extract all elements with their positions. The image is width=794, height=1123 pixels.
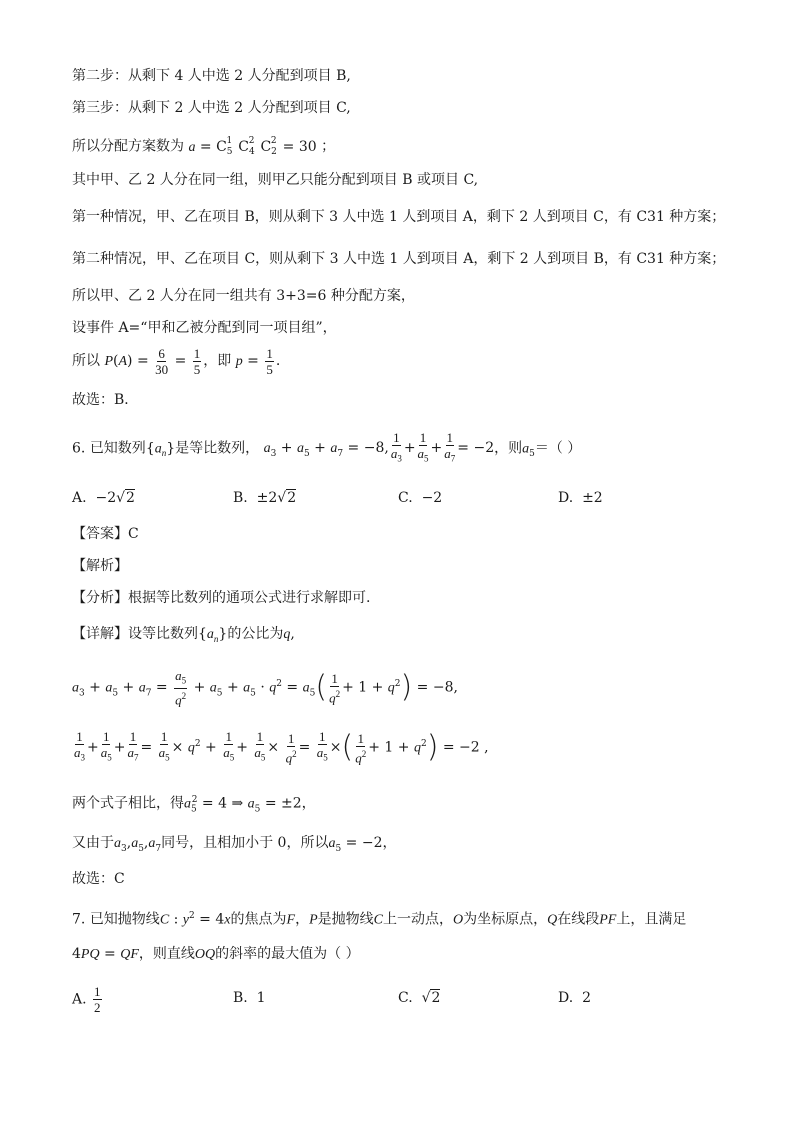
q7-stem-line1: 7. 已知抛物线C : $y^2 = 4x$的焦点为F，P是抛物线C上一动点，O为坐标原点，Q在线段PF上，且满足 [72,911,687,928]
step-three: 第三步：从剩下 2 人中选 2 人分配到项目 C, [72,100,351,116]
answer-b: 故选：B． [72,392,139,408]
case-one: 第一种情况，甲、乙在项目 B，则从剩下 3 人中选 1 人到项目 A，剩下 2 人到项目 C，有 C31 种方案； [72,209,726,225]
q7-stem-b: 的焦点为 [230,911,287,928]
probability-line: 所以 P(A) = $\frac{6}{30}$ = $\frac{1}{5}$ ，即 p = $\frac{1}{5}$ . [72,345,281,377]
q7-option-b: B. 1 [233,990,266,1006]
q6-stem-d: ＝（ ） [534,440,582,457]
answer-tag: 【答案】 [72,526,128,542]
q6-option-c: C. −2 [398,490,443,506]
q6-sign: 又由于$a_3,a_5,a_7$同号，且相加小于 0，所以$a_5 = -2$， [72,835,397,854]
q6-compare: 两个式子相比，得$a_5^2 = 4$ ⇒ $a_5 = \pm 2$， [72,795,316,815]
q7-option-b-value: 1 [256,990,266,1006]
xiangjie-tag: 【详解】 [72,626,128,642]
q6-option-a: A. −2√2 [72,490,135,506]
q7-option-d-value: 2 [582,990,591,1006]
compare-a: 两个式子相比，得 [72,795,184,812]
sign-b: 同号，且相加小于 0，所以 [161,835,329,851]
q6-answer [72,524,139,544]
event-def: 设事件 A=“甲和乙被分配到同一项目组”， [72,320,337,336]
q6-eq2: $\frac{1}{a_3}$ + $\frac{1}{a_5}$ + $\frac{1}{a_7}$ = $\frac{1}{a_5}$ × $q^2$ + $\frac{1}{a_5}$ + $\frac{1}{a_5}$ × $\frac{1}{q^2}$ = $\frac{1}{a_5}$ ×( $\frac{1}{q^2}$ + $1 + q^2) = -2$ , [74,729,489,765]
q7-stem-e: 上一动点， [382,911,453,928]
q7-stem-line2: 4PQ = QF，则直线OQ的斜率的最大值为（ ） [72,946,360,962]
q6-stem: 6. 已知数列$\{a_n\}$是等比数列， $a_3 + a_5 + a_7 = -8$, $\frac{1}{a_3}$ + $\frac{1}{a_5}$ + $\frac{1}{a_7}$ = −2，则$a_5=$（ ） [72,430,582,464]
q7-option-c: C. √2 [398,990,441,1006]
q6-option-b: B. ±2√2 [233,490,297,506]
total-count-line [72,133,335,162]
q6-number: 6. [72,440,86,457]
q7-stem2-a: ，则直线 [138,946,195,962]
q7-stem-g: 在线段 [557,911,600,928]
q7-stem-d: 是抛物线 [317,911,374,928]
q7-stem-c: ， [295,911,310,928]
q7-stem-h: 上，且满足 [616,911,687,928]
step-two: 第二步：从剩下 4 人中选 2 人分配到项目 B, [72,68,351,84]
q7-stem-a: 已知抛物线 [89,911,160,928]
q6-option-c-value: −2 [421,490,443,506]
q7-option-d: D. 2 [558,990,591,1006]
xiangjie-text-b: 的公比为 [227,626,284,642]
q7-option-a: A. $\frac{1}{2}$ [72,984,101,1015]
q6-analysis-tag: 【解析】 [72,558,128,574]
case-two: 第二种情况，甲、乙在项目 C，则从剩下 3 人中选 1 人到项目 A，剩下 2 人到项目 B，有 C31 种方案； [72,251,726,267]
total-suffix: ； [321,138,336,155]
same-group-line: 其中甲、乙 2 人分在同一组，则甲乙只能分配到项目 B 或项目 C, [72,172,479,188]
q6-xiangjie: 【详解】设等比数列$\{a_n\}$的公比为q, [72,626,295,644]
fenxi-tag: 【分析】 [72,590,128,606]
q6-stem-c: ，则 [494,440,523,457]
xiangjie-text-a: 设等比数列 [128,626,198,642]
q7-stem-f: 为坐标原点， [463,911,548,928]
q6-fenxi [72,588,370,608]
fenxi-text: 根据等比数列的通项公式进行求解即可. [128,590,371,606]
q6-option-d-value: ±2 [582,490,603,506]
compare-b: ， [301,795,316,812]
q6-stem-b: 是等比数列， [175,440,260,457]
sign-a: 又由于 [72,835,114,851]
total-prefix: 所以分配方案数为 [72,138,184,155]
answer-value: C [128,526,139,542]
q6-final: 故选：C [72,871,125,887]
sign-c: ， [382,835,397,851]
q6-eq1: $a_3 + a_5 + a_7$ = $\frac{a_5}{q^2}$ + $a_5 + a_5 \cdot q^2 = a_5$( $\frac{1}{q^2}$ + $1 + q^2) = -8$, [72,667,458,708]
q6-condition: $a_3 + a_5 + a_7 = -8$, $\frac{1}{a_3}$ + $\frac{1}{a_5}$ + $\frac{1}{a_7}$ = −2 [263,430,495,464]
sum-line: 所以甲、乙 2 人分在同一组共有 3+3=6 种分配方案， [72,288,415,304]
total-formula: $a = C_5^1$ $C_4^2$ $C_2^2 = 30$ [188,136,317,157]
q6-stem-a: 已知数列 [89,440,146,457]
q7-number: 7. [72,911,86,928]
q6-option-d: D. ±2 [558,490,603,506]
q7-stem2-b: 的斜率的最大值为（ ） [215,946,360,962]
